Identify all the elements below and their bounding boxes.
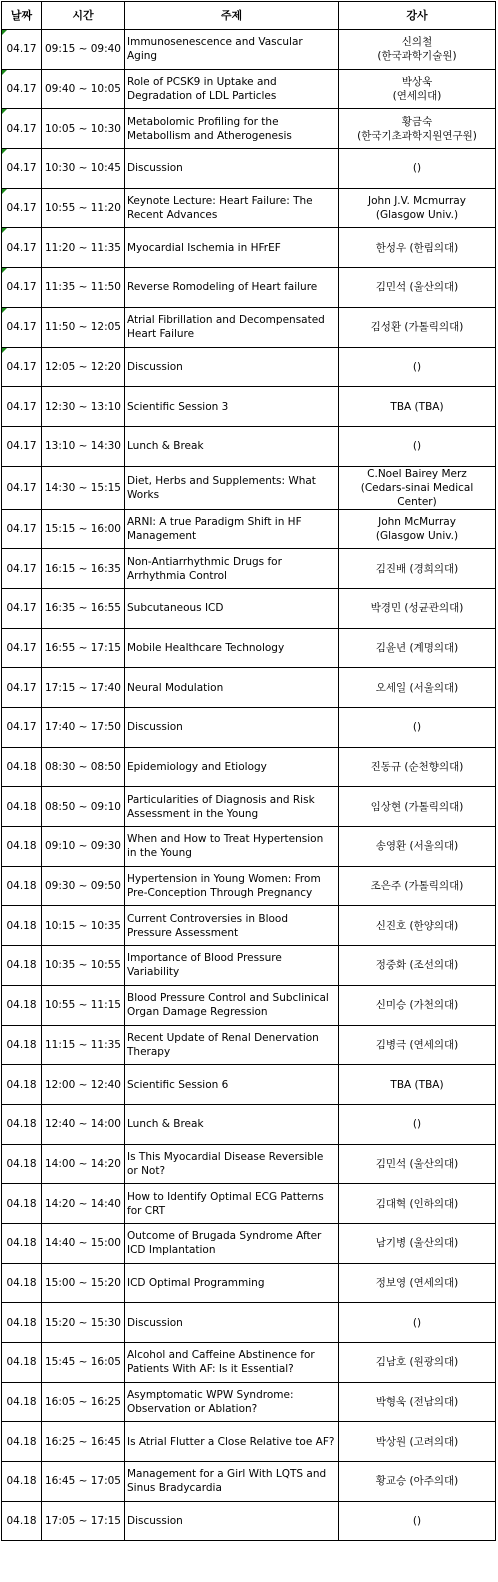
comment-marker-icon [2, 228, 7, 233]
date-cell: 04.17 [2, 509, 42, 549]
time-cell: 17:40 ~ 17:50 [42, 708, 125, 748]
topic-cell: Blood Pressure Control and Subclinical Organ Damage Regression [125, 985, 339, 1025]
table-row [2, 268, 496, 308]
table-row [2, 1422, 496, 1462]
table-row [2, 1223, 496, 1263]
topic-cell: Is This Myocardial Disease Reversible or Not? [125, 1144, 339, 1184]
topic-cell: Myocardial Ischemia in HFrEF [125, 228, 339, 268]
date-cell: 04.18 [2, 1382, 42, 1422]
date-cell: 04.17 [2, 588, 42, 628]
time-cell: 10:15 ~ 10:35 [42, 906, 125, 946]
comment-marker-icon [2, 268, 7, 273]
speaker-cell: () [339, 1303, 496, 1343]
topic-cell: Lunch & Break [125, 426, 339, 466]
speaker-cell: 김윤년 (계명의대) [339, 628, 496, 668]
table-row [2, 149, 496, 189]
date-cell: 04.18 [2, 866, 42, 906]
topic-cell: Diet, Herbs and Supplements: What Works [125, 466, 339, 509]
date-cell: 04.17 [2, 347, 42, 387]
speaker-cell: 김대혁 (인하의대) [339, 1184, 496, 1224]
topic-cell: Recent Update of Renal Denervation Therapy [125, 1025, 339, 1065]
topic-cell: Lunch & Break [125, 1104, 339, 1144]
speaker-cell: 오세일 (서울의대) [339, 668, 496, 708]
topic-cell: Importance of Blood Pressure Variability [125, 946, 339, 986]
time-cell: 17:15 ~ 17:40 [42, 668, 125, 708]
time-cell: 11:20 ~ 11:35 [42, 228, 125, 268]
comment-marker-icon [2, 308, 7, 313]
table-row [2, 1025, 496, 1065]
speaker-cell: 박상원 (고려의대) [339, 1422, 496, 1462]
topic-cell: Asymptomatic WPW Syndrome: Observation or Ablation? [125, 1382, 339, 1422]
time-cell: 16:55 ~ 17:15 [42, 628, 125, 668]
time-cell: 09:30 ~ 09:50 [42, 866, 125, 906]
speaker-cell: 신진호 (한양의대) [339, 906, 496, 946]
table-row [2, 188, 496, 228]
topic-cell: Metabolomic Profiling for the Metabollism and Atherogenesis [125, 109, 339, 149]
date-cell: 04.18 [2, 1462, 42, 1502]
speaker-cell: 김성환 (가톨릭의대) [339, 307, 496, 347]
table-row [2, 747, 496, 787]
table-row [2, 1065, 496, 1105]
time-cell: 15:00 ~ 15:20 [42, 1263, 125, 1303]
speaker-cell: 한성우 (한림의대) [339, 228, 496, 268]
time-cell: 12:05 ~ 12:20 [42, 347, 125, 387]
table-row [2, 228, 496, 268]
topic-cell: Discussion [125, 708, 339, 748]
time-cell: 10:35 ~ 10:55 [42, 946, 125, 986]
topic-cell: How to Identify Optimal ECG Patterns for CRT [125, 1184, 339, 1224]
time-cell: 10:05 ~ 10:30 [42, 109, 125, 149]
date-cell: 04.17 [2, 628, 42, 668]
speaker-cell: () [339, 708, 496, 748]
table-row [2, 30, 496, 70]
topic-cell: Hypertension in Young Women: From Pre-Conception Through Pregnancy [125, 866, 339, 906]
speaker-cell: John J.V. Mcmurray (Glasgow Univ.) [339, 188, 496, 228]
time-cell: 11:35 ~ 11:50 [42, 268, 125, 308]
speaker-cell: 신의철 (한국과학기술원) [339, 30, 496, 70]
time-cell: 16:15 ~ 16:35 [42, 549, 125, 589]
date-cell: 04.18 [2, 1144, 42, 1184]
table-row [2, 1501, 496, 1541]
time-cell: 14:20 ~ 14:40 [42, 1184, 125, 1224]
date-cell: 04.18 [2, 1025, 42, 1065]
table-row [2, 549, 496, 589]
time-cell: 14:00 ~ 14:20 [42, 1144, 125, 1184]
table-row [2, 668, 496, 708]
time-cell: 12:00 ~ 12:40 [42, 1065, 125, 1105]
time-cell: 12:40 ~ 14:00 [42, 1104, 125, 1144]
speaker-cell: 박경민 (성균관의대) [339, 588, 496, 628]
topic-cell: Scientific Session 6 [125, 1065, 339, 1105]
time-cell: 11:15 ~ 11:35 [42, 1025, 125, 1065]
table-row [2, 387, 496, 427]
date-cell: 04.18 [2, 1184, 42, 1224]
time-cell: 12:30 ~ 13:10 [42, 387, 125, 427]
date-cell: 04.17 [2, 549, 42, 589]
speaker-cell: 박형욱 (전남의대) [339, 1382, 496, 1422]
table-row [2, 906, 496, 946]
table-row [2, 426, 496, 466]
topic-cell: Non-Antiarrhythmic Drugs for Arrhythmia Control [125, 549, 339, 589]
topic-cell: ICD Optimal Programming [125, 1263, 339, 1303]
time-cell: 16:05 ~ 16:25 [42, 1382, 125, 1422]
table-row [2, 1382, 496, 1422]
table-row [2, 588, 496, 628]
date-cell: 04.18 [2, 1303, 42, 1343]
date-cell: 04.18 [2, 1223, 42, 1263]
speaker-cell: () [339, 426, 496, 466]
table-row [2, 1144, 496, 1184]
date-cell: 04.17 [2, 69, 42, 109]
speaker-cell: 조은주 (가톨릭의대) [339, 866, 496, 906]
header-topic: 주제 [125, 2, 339, 30]
speaker-cell: John McMurray (Glasgow Univ.) [339, 509, 496, 549]
time-cell: 16:35 ~ 16:55 [42, 588, 125, 628]
table-row [2, 1303, 496, 1343]
table-row [2, 787, 496, 827]
date-cell: 04.17 [2, 268, 42, 308]
table-row [2, 509, 496, 549]
time-cell: 09:15 ~ 09:40 [42, 30, 125, 70]
topic-cell: Neural Modulation [125, 668, 339, 708]
time-cell: 15:15 ~ 16:00 [42, 509, 125, 549]
date-cell: 04.17 [2, 109, 42, 149]
time-cell: 16:25 ~ 16:45 [42, 1422, 125, 1462]
speaker-cell: 황금숙 (한국기초과학지원연구원) [339, 109, 496, 149]
time-cell: 09:40 ~ 10:05 [42, 69, 125, 109]
topic-cell: Outcome of Brugada Syndrome After ICD Implantation [125, 1223, 339, 1263]
topic-cell: Immunosenescence and Vascular Aging [125, 30, 339, 70]
speaker-cell: () [339, 1104, 496, 1144]
topic-cell: Discussion [125, 347, 339, 387]
topic-cell: Reverse Romodeling of Heart failure [125, 268, 339, 308]
date-cell: 04.18 [2, 1422, 42, 1462]
topic-cell: Mobile Healthcare Technology [125, 628, 339, 668]
date-cell: 04.17 [2, 307, 42, 347]
speaker-cell: 신미승 (가천의대) [339, 985, 496, 1025]
topic-cell: Discussion [125, 1501, 339, 1541]
speaker-cell: 김민석 (울산의대) [339, 1144, 496, 1184]
schedule-body [2, 30, 496, 1541]
topic-cell: Scientific Session 3 [125, 387, 339, 427]
topic-cell: Discussion [125, 149, 339, 189]
header-date: 날짜 [2, 2, 42, 30]
date-cell: 04.18 [2, 1263, 42, 1303]
table-row [2, 946, 496, 986]
speaker-cell: 김남호 (원광의대) [339, 1343, 496, 1383]
time-cell: 11:50 ~ 12:05 [42, 307, 125, 347]
date-cell: 04.18 [2, 827, 42, 867]
topic-cell: Management for a Girl With LQTS and Sinus Bradycardia [125, 1462, 339, 1502]
speaker-cell: 김병극 (연세의대) [339, 1025, 496, 1065]
date-cell: 04.17 [2, 188, 42, 228]
table-row [2, 827, 496, 867]
topic-cell: Epidemiology and Etiology [125, 747, 339, 787]
speaker-cell: TBA (TBA) [339, 387, 496, 427]
speaker-cell: () [339, 149, 496, 189]
comment-marker-icon [2, 109, 7, 114]
topic-cell: Subcutaneous ICD [125, 588, 339, 628]
date-cell: 04.18 [2, 1065, 42, 1105]
date-cell: 04.18 [2, 946, 42, 986]
speaker-cell: 박상욱 (연세의대) [339, 69, 496, 109]
table-row [2, 1263, 496, 1303]
table-row [2, 69, 496, 109]
table-row [2, 708, 496, 748]
date-cell: 04.17 [2, 149, 42, 189]
time-cell: 10:30 ~ 10:45 [42, 149, 125, 189]
topic-cell: Discussion [125, 1303, 339, 1343]
comment-marker-icon [2, 70, 7, 75]
speaker-cell: 송영환 (서울의대) [339, 827, 496, 867]
topic-cell: Role of PCSK9 in Uptake and Degradation of LDL Particles [125, 69, 339, 109]
time-cell: 15:20 ~ 15:30 [42, 1303, 125, 1343]
header-speaker: 강사 [339, 2, 496, 30]
comment-marker-icon [2, 348, 7, 353]
topic-cell: ARNI: A true Paradigm Shift in HF Management [125, 509, 339, 549]
table-row [2, 109, 496, 149]
table-row [2, 1462, 496, 1502]
header-row [2, 2, 496, 30]
date-cell: 04.17 [2, 30, 42, 70]
speaker-cell: 정중화 (조선의대) [339, 946, 496, 986]
speaker-cell: 황교승 (아주의대) [339, 1462, 496, 1502]
date-cell: 04.18 [2, 1343, 42, 1383]
time-cell: 15:45 ~ 16:05 [42, 1343, 125, 1383]
speaker-cell: () [339, 1501, 496, 1541]
topic-cell: Is Atrial Flutter a Close Relative toe AF? [125, 1422, 339, 1462]
speaker-cell: () [339, 347, 496, 387]
time-cell: 08:30 ~ 08:50 [42, 747, 125, 787]
table-row [2, 307, 496, 347]
topic-cell: Particularities of Diagnosis and Risk Assessment in the Young [125, 787, 339, 827]
date-cell: 04.18 [2, 906, 42, 946]
table-row [2, 466, 496, 509]
speaker-cell: 정보영 (연세의대) [339, 1263, 496, 1303]
topic-cell: Keynote Lecture: Heart Failure: The Recent Advances [125, 188, 339, 228]
speaker-cell: 김진배 (경희의대) [339, 549, 496, 589]
table-row [2, 1104, 496, 1144]
time-cell: 13:10 ~ 14:30 [42, 426, 125, 466]
topic-cell: When and How to Treat Hypertension in the Young [125, 827, 339, 867]
date-cell: 04.17 [2, 668, 42, 708]
comment-marker-icon [2, 149, 7, 154]
time-cell: 16:45 ~ 17:05 [42, 1462, 125, 1502]
time-cell: 10:55 ~ 11:15 [42, 985, 125, 1025]
time-cell: 09:10 ~ 09:30 [42, 827, 125, 867]
date-cell: 04.18 [2, 1501, 42, 1541]
table-row [2, 985, 496, 1025]
speaker-cell: 김민석 (울산의대) [339, 268, 496, 308]
header-time: 시간 [42, 2, 125, 30]
date-cell: 04.18 [2, 787, 42, 827]
topic-cell: Current Controversies in Blood Pressure Assessment [125, 906, 339, 946]
topic-cell: Alcohol and Caffeine Abstinence for Patients With AF: Is it Essential? [125, 1343, 339, 1383]
table-row [2, 1343, 496, 1383]
speaker-cell: C.Noel Bairey Merz (Cedars-sinai Medical Center) [339, 466, 496, 509]
date-cell: 04.18 [2, 747, 42, 787]
table-row [2, 347, 496, 387]
time-cell: 14:40 ~ 15:00 [42, 1223, 125, 1263]
comment-marker-icon [2, 30, 7, 35]
speaker-cell: TBA (TBA) [339, 1065, 496, 1105]
date-cell: 04.18 [2, 985, 42, 1025]
speaker-cell: 진동규 (순천향의대) [339, 747, 496, 787]
table-row [2, 866, 496, 906]
time-cell: 10:55 ~ 11:20 [42, 188, 125, 228]
date-cell: 04.17 [2, 708, 42, 748]
table-row [2, 1184, 496, 1224]
date-cell: 04.17 [2, 426, 42, 466]
time-cell: 14:30 ~ 15:15 [42, 466, 125, 509]
date-cell: 04.18 [2, 1104, 42, 1144]
time-cell: 08:50 ~ 09:10 [42, 787, 125, 827]
table-row [2, 628, 496, 668]
date-cell: 04.17 [2, 387, 42, 427]
topic-cell: Atrial Fibrillation and Decompensated Heart Failure [125, 307, 339, 347]
speaker-cell: 임상현 (가톨릭의대) [339, 787, 496, 827]
date-cell: 04.17 [2, 466, 42, 509]
time-cell: 17:05 ~ 17:15 [42, 1501, 125, 1541]
date-cell: 04.17 [2, 228, 42, 268]
schedule-table [1, 1, 496, 1541]
comment-marker-icon [2, 189, 7, 194]
speaker-cell: 남기병 (울산의대) [339, 1223, 496, 1263]
